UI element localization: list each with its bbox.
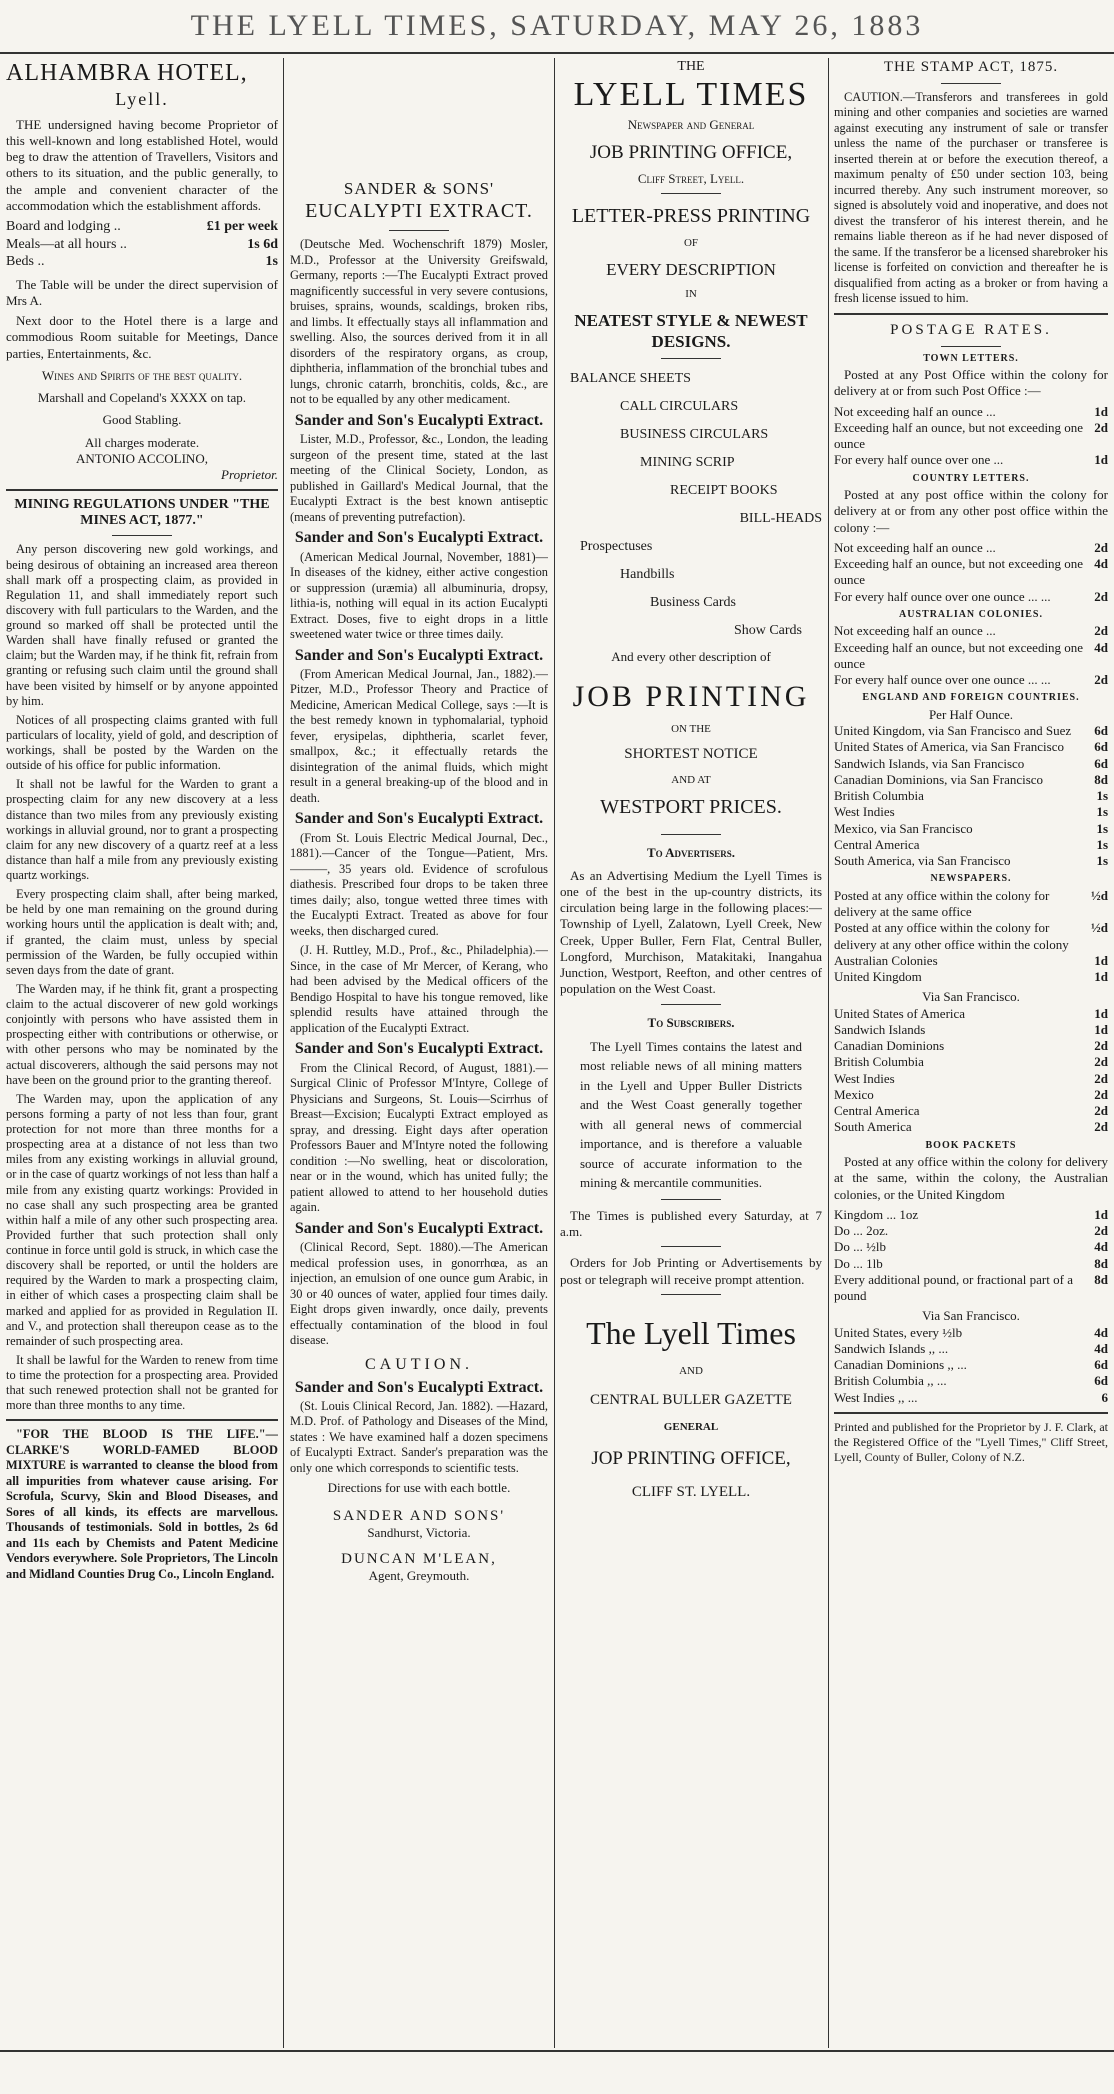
- mining-para: Every prospecting claim shall, after being marked, be held by one man remaining on the ground during working hours until the application is dealt with; and, if granted, the claim must, unless by special permission of the Warden, be fully occupied within seven days from the date of grant.: [6, 887, 278, 977]
- rate-label: Mexico, via San Francisco: [834, 820, 973, 836]
- column-4: [834, 58, 1108, 2048]
- rate-label: Sandwich Islands ,, ...: [834, 1340, 949, 1356]
- rate-value: 2d: [1094, 1103, 1108, 1118]
- rate-label: British Columbia ,, ...: [834, 1373, 947, 1389]
- rate-label: Mexico: [834, 1086, 874, 1102]
- cliff-st-lyell: CLIFF ST. LYELL.: [631, 1483, 751, 1500]
- lyell-times-footer-title: The Lyell Times: [586, 1314, 796, 1351]
- rate-row: [834, 739, 1108, 755]
- rate-label: Exceeding half an ounce, but not exceeding one ounce: [834, 556, 1084, 588]
- mining-para: It shall not be lawful for the Warden to grant a prospecting claim for any new discovery at a less distance than two miles from any previously existing workings in alluvial ground, nor to grant a prospecting claim for any new discovery of a quartz reef at a less distance than half a mile from any previously existing quartz workings.: [6, 777, 278, 883]
- rate-row: [834, 1119, 1108, 1135]
- rate-row: [834, 1373, 1108, 1389]
- neatest-style: NEATEST STYLE & NEWEST: [574, 310, 808, 330]
- newspaper-line: Newspaper and General: [627, 116, 755, 132]
- rate-label: British Columbia: [834, 1054, 924, 1070]
- column-rule: [554, 58, 555, 2048]
- subscribers-body: The Lyell Times contains the latest and most reliable news of all mining matters in the Lyell and Upper Buller Districts and the West Coast generally together with all general news of commercial importance, and is therefore a valuable source of accurate information to the mining & mercantile communities.: [580, 1038, 802, 1191]
- section-head: Sander and Son's Eucalypti Extract.: [294, 1219, 544, 1237]
- rate-row: [834, 888, 1108, 921]
- rate-value: 2d: [1094, 672, 1108, 687]
- beds-label: Beds ..: [6, 254, 45, 269]
- rate-label: Posted at any office within the colony for delivery at any other office within the colony: [834, 920, 1069, 952]
- mining-para: Any person discovering new gold workings, and being desirous of obtaining an increased area thereon shall mark off a prospecting claim, as provided in Regulation 11, and shall immediately report such discovery with full particulars to the Warden, and the ground so marked off shall be protected until the Warden shall have finally refused or granted the claim; but the Warden may, if he think fit, refrain from granting or refusing such claim until the ground shall have been visited by himself or by anyone appointed by him.: [6, 542, 278, 708]
- rate-row: [834, 804, 1108, 820]
- rate-value: 2d: [1094, 1119, 1108, 1135]
- agent-line: Agent, Greymouth.: [368, 1568, 470, 1584]
- australian-colonies-head: AUSTRALIAN COLONIES.: [899, 608, 1043, 620]
- section-body: (From St. Louis Electric Medical Journal, Dec., 1881).—Cancer of the Tongue—Patient, Mrs. ———, 35 years old. Evidence of scrofulous diathesis. Prescribed four drops to be taken three times daily; also, tongue wetted three times with the Eucalypti Extract. Treated as above for four weeks, then discharged cured.: [290, 830, 548, 938]
- column-2: [290, 58, 548, 2048]
- country-letters-intro: Posted at any post office within the colony for delivery at or from any other post office within the colony :—: [834, 487, 1108, 535]
- board-label: Board and lodging ..: [6, 219, 121, 234]
- rate-label: West Indies ,, ...: [834, 1389, 918, 1405]
- rate-row: [834, 756, 1108, 772]
- rate-value: 4d: [1094, 1340, 1108, 1356]
- letterpress-line: LETTER-PRESS PRINTING: [571, 205, 811, 228]
- rate-value: 1d: [1094, 452, 1108, 468]
- rate-label: For every half ounce over one ...: [834, 452, 1004, 468]
- rate-value: 1d: [1094, 1005, 1108, 1021]
- shortest-notice: SHORTEST NOTICE: [624, 745, 758, 762]
- rate-label: Kingdom ... 1oz: [834, 1206, 919, 1222]
- country-letters-head: COUNTRY LETTERS.: [912, 472, 1030, 484]
- sander-sons-signature: SANDER AND SONS': [332, 1507, 506, 1524]
- column-rule: [283, 58, 284, 2048]
- page-bottom-rule: [0, 2050, 1114, 2094]
- section-body: (J. H. Ruttley, M.D., Prof., &c., Philadelphia).—Since, in the case of Mr Mercer, of Kerang, who had been advised by the Medical officers of the Bendigo Hospital to have his tongue removed, like splendid results have attained through the application of the Eucalypti Extract.: [290, 943, 548, 1035]
- rate-label: Sandwich Islands, via San Francisco: [834, 755, 1025, 771]
- rate-value: 1d: [1094, 1206, 1108, 1222]
- mining-para: The Warden may, upon the application of any persons forming a party of not less than four, grant protection for not more than three months for a prospecting area at a distance of not less than two miles from any existing workings in alluvial ground, or in the case of quartz workings of not less than half a mile from any existing quartz workings: Provided in no case shall any such prospecting area be granted within half a mile of any other such prospecting area. Provided further that such protection shall only continue in force until gold is struck, in which case the discovery shall be reported, or until the holders are required by the Warden to mark a prospecting claim, in either of which cases a prospecting claim shall be marked and applied for as provided in Regulation II. and V., and protection shall thereupon cease as to the remainder of such prospecting area.: [6, 1091, 278, 1348]
- charges-line: All charges moderate.: [84, 434, 200, 450]
- to-subscribers: To Subscribers.: [647, 1014, 735, 1030]
- hotel-place: Lyell.: [115, 89, 169, 109]
- via-san-francisco: Via San Francisco.: [922, 989, 1020, 1005]
- beds-price: 1s: [265, 254, 278, 269]
- rate-value: 1d: [1094, 1021, 1108, 1037]
- rate-value: 2d: [1094, 623, 1108, 639]
- rate-value: 1d: [1094, 403, 1108, 419]
- rate-label: Not exceeding half an ounce ...: [834, 403, 996, 419]
- england-foreign-head: ENGLAND AND FOREIGN COUNTRIES.: [862, 692, 1080, 704]
- rate-row: [834, 589, 1108, 605]
- list-item: BUSINESS CIRCULARS: [620, 427, 769, 443]
- rate-label: West Indies: [834, 804, 895, 820]
- on-the-label: ON THE: [671, 723, 711, 736]
- proprietor-title: Proprietor.: [221, 467, 278, 482]
- rate-row: [834, 723, 1108, 739]
- list-item: Show Cards: [733, 623, 802, 639]
- via-san-francisco-2: Via San Francisco.: [922, 1308, 1020, 1324]
- rate-label: Exceeding half an ounce, but not exceeding one ounce: [834, 639, 1084, 671]
- rate-row: [834, 452, 1108, 468]
- column-rule: [828, 58, 829, 2048]
- list-item: Business Cards: [650, 595, 736, 611]
- rate-row: [834, 821, 1108, 837]
- rate-value: 1d: [1094, 952, 1108, 968]
- central-buller-gazette: CENTRAL BULLER GAZETTE: [590, 1391, 792, 1408]
- rate-label: United States of America, via San Francisco: [834, 739, 1064, 755]
- rate-label: British Columbia: [834, 788, 924, 803]
- eucalypti-intro: (Deutsche Med. Wochenschrift 1879) Mosler, M.D., Professor at the University Greifswald, Germany, reports :—The Eucalypti Extract proved magnificently successful in very severe contusions, bruises, sprains, wounds, scaldings, broken ribs, and limbs. It effectually stays all inflammation and swelling. Also, the sources derived from it in all disorders of the respiratory organs, as croup, diphtheria, inflammation of the bronchial tubes and lungs, chronic catarrh, bronchitis, colds, &c., are not to be equalled by any other medicament.: [290, 237, 548, 407]
- rate-value: 4d: [1094, 556, 1108, 571]
- and-label: AND: [679, 1364, 703, 1377]
- rate-row: [834, 1341, 1108, 1357]
- orders-line: Orders for Job Printing or Advertisements by post or telegraph will receive prompt attention.: [560, 1255, 822, 1287]
- rate-value: 1s: [1096, 820, 1108, 836]
- next-door-note: Next door to the Hotel there is a large and commodious Room suitable for Meetings, Dance parties, Entertainments, &c.: [6, 313, 278, 361]
- rate-value: 4d: [1094, 1239, 1108, 1255]
- rate-row: [834, 1390, 1108, 1406]
- list-item: CALL CIRCULARS: [620, 399, 739, 415]
- section-body: Lister, M.D., Professor, &c., London, the leading surgeon of the present time, stated at the last meeting of the Clinical Society, London, as published in Gaillard's Medical Journal, that the Eucalypti Extract is the best known antiseptic (means of preventing putrefaction).: [290, 432, 548, 524]
- book-packets-intro: Posted at any office within the colony for delivery at the same, within the colony, the Australian colonies, or the United Kingdom: [834, 1154, 1108, 1202]
- rate-value: 1s: [1096, 804, 1108, 820]
- rate-value: 2d: [1094, 1070, 1108, 1086]
- rate-value: 1s: [1096, 788, 1108, 803]
- rate-row: [834, 1054, 1108, 1070]
- masthead: THE LYELL TIMES, SATURDAY, MAY 26, 1883: [0, 0, 1114, 54]
- rate-value: 4d: [1094, 1324, 1108, 1340]
- rate-row: [834, 1103, 1108, 1119]
- rate-row: [834, 920, 1108, 953]
- rate-value: 6d: [1094, 755, 1108, 771]
- rate-label: United Kingdom, via San Francisco and Suez: [834, 723, 1072, 738]
- rate-label: Do ... 1lb: [834, 1255, 883, 1271]
- rate-value: 2d: [1094, 419, 1108, 435]
- rate-value: 2d: [1094, 539, 1108, 555]
- rate-row: [834, 788, 1108, 804]
- rate-row: [834, 1022, 1108, 1038]
- rate-value: 6d: [1094, 723, 1108, 738]
- section-body: (American Medical Journal, November, 1881)—In diseases of the kidney, either active congestion or suppression (uræmia) all albuminuria, dropsy, lithia-is, nothing will equal in its action Eucalypti Extract. Doses, five to eight drops in a little sweetened water twice or three times daily.: [290, 549, 548, 642]
- rate-row: [834, 1223, 1108, 1239]
- rate-label: Canadian Dominions ,, ...: [834, 1357, 967, 1372]
- rate-label: United Kingdom: [834, 969, 922, 984]
- rate-value: 2d: [1094, 1054, 1108, 1070]
- job-printing-title: JOB PRINTING: [572, 679, 810, 713]
- section-head: Sander and Son's Eucalypti Extract.: [294, 810, 544, 828]
- rate-value: 2d: [1094, 588, 1108, 604]
- mining-para: Notices of all prospecting claims granted with full particulars of locality, yield of gold, and description of workings, shall be posted by the Warden on the outside of his office for public information.: [6, 712, 278, 773]
- rate-row: [834, 1239, 1108, 1255]
- caution-heading: CAUTION.: [365, 1355, 473, 1373]
- general-label: GENERAL: [663, 1421, 719, 1434]
- section-body: From the Clinical Record, of August, 1881).—Surgical Clinic of Professor M'Intyre, College of Physicians and Surgeons, St. Louis—Scirrhus of Breast—Excision; Eucalypti Extract employed as spray, and dressing. Eight days after operation Professors Bauer and M'Intyre noted the following condition :—No swelling, heat or discoloration, near or in the wound, which has united fully; the patient allowed to attend to her household duties again.: [290, 1060, 548, 1215]
- rate-label: Central America: [834, 836, 920, 852]
- section-head: Sander and Son's Eucalypti Extract.: [294, 411, 544, 429]
- rate-value: 8d: [1094, 1255, 1108, 1271]
- published-line: The Times is published every Saturday, at 7 a.m.: [560, 1207, 822, 1240]
- rate-row: [834, 556, 1108, 589]
- postage-rates-title: POSTAGE RATES.: [890, 321, 1052, 338]
- rate-row: [834, 1272, 1108, 1305]
- list-item: BALANCE SHEETS: [570, 371, 691, 387]
- in-label: IN: [685, 288, 697, 301]
- cliff-street-line: Cliff Street, Lyell.: [637, 170, 745, 186]
- section-head: Sander and Son's Eucalypti Extract.: [294, 529, 544, 547]
- rate-row: [834, 672, 1108, 688]
- rate-row: [834, 953, 1108, 969]
- stamp-act-body: CAUTION.—Transferors and transferees in gold mining and other companies and societies are warned against executing any instrument of sale or transfer unless the name of the purchaser or transferee is inserted therein at or before the execution thereof, a maximum penalty of £50 under section 103, being incurred thereby. Any such instrument moreover, so signed is absolutely void and inoperative, and does not divest the transferor of his interest therein, and he remains liable thereon as if he had never disposed of the same. If the transferor be a licensed sharebroker his license is forfeited on conviction and thereafter he is disqualified from acting as a broker or from having a fresh license issued to him.: [834, 89, 1108, 306]
- to-advertisers: To Advertisers.: [646, 845, 736, 861]
- eucalypti-title-2: EUCALYPTI EXTRACT.: [305, 200, 533, 223]
- every-other-line: And every other description of: [611, 649, 771, 665]
- westport-prices: WESTPORT PRICES.: [600, 796, 782, 819]
- directions-line: Directions for use with each bottle.: [327, 1480, 511, 1496]
- list-item: RECEIPT BOOKS: [670, 483, 778, 499]
- rate-row: [834, 1357, 1108, 1373]
- rate-row: [834, 1038, 1108, 1054]
- mining-para: It shall be lawful for the Warden to renew from time to time the protection for a prospecting area. Provided that such renewed protection shall not be granted for more than three months to any time.: [6, 1352, 278, 1413]
- rate-row: [834, 772, 1108, 788]
- rate-row: [834, 1256, 1108, 1272]
- rate-row: [834, 837, 1108, 853]
- rate-row: [834, 420, 1108, 453]
- rate-label: Central America: [834, 1103, 920, 1118]
- proprietor-name: ANTONIO ACCOLINO,: [76, 450, 208, 466]
- rate-value: 1s: [1096, 836, 1108, 852]
- blood-mixture-ad: "FOR THE BLOOD IS THE LIFE."—CLARKE'S WORLD-FAMED BLOOD MIXTURE is warranted to cleanse the blood from all impurities from whatever cause arising. For Scrofula, Scurvy, Skin and Blood Diseases, and Sores of all kinds, its effects are marvellous. Thousands of testimonials. Sold in bottles, 2s 6d and 11s each by Chemists and Patent Medicine Vendors everywhere. Sole Proprietors, The Lincoln and Midland Counties Drug Co., Lincoln England.: [6, 1427, 278, 1581]
- rate-row: [834, 404, 1108, 420]
- rate-value: 4d: [1094, 639, 1108, 655]
- rate-row: [834, 1087, 1108, 1103]
- rate-row: [834, 853, 1108, 869]
- caution-section-head: Sander and Son's Eucalypti Extract.: [294, 1378, 544, 1396]
- rate-label: Exceeding half an ounce, but not exceeding one ounce: [834, 419, 1084, 451]
- caution-body: (St. Louis Clinical Record, Jan. 1882). —Hazard, M.D. Prof. of Pathology and Diseases of the Mind, states : We have examined half a dozen specimens of Eucalypti Extract. Sander's preparation was the only one which corresponds to scientific tests.: [290, 1398, 548, 1475]
- rate-label: Posted at any office within the colony for delivery at the same office: [834, 887, 1050, 919]
- advertisers-body: As an Advertising Medium the Lyell Times is one of the best in the up-country districts, its circulation being large in the following places:—Township of Lyell, Zalatown, Lyell Creek, New Creek, Upper Buller, Fern Flat, Central Buller, Longford, Murchison, Matakitaki, Inangahua Junction, Westport, Reefton, and other centres of population on the West Coast.: [560, 867, 822, 997]
- every-description: EVERY DESCRIPTION: [606, 259, 776, 279]
- rate-label: South America: [834, 1119, 912, 1135]
- list-item: MINING SCRIP: [640, 455, 735, 471]
- designs-line: DESIGNS.: [651, 332, 731, 352]
- table-note: The Table will be under the direct supervision of Mrs A.: [6, 276, 278, 308]
- of-label: OF: [683, 237, 699, 250]
- rate-value: 6: [1101, 1389, 1108, 1405]
- rate-value: 1d: [1094, 969, 1108, 984]
- rate-row: [834, 1006, 1108, 1022]
- rate-label: Do ... 2oz.: [834, 1223, 889, 1238]
- section-head: Sander and Son's Eucalypti Extract.: [294, 646, 544, 664]
- board-price: £1 per week: [206, 219, 278, 234]
- eucalypti-title-1: SANDER & SONS': [343, 179, 495, 198]
- rate-row: [834, 623, 1108, 639]
- rate-label: United States, every ½lb: [834, 1324, 963, 1340]
- rate-label: Australian Colonies: [834, 952, 938, 968]
- rate-value: 2d: [1094, 1086, 1108, 1102]
- rate-label: Not exceeding half an ounce ...: [834, 623, 996, 639]
- town-letters-head: TOWN LETTERS.: [923, 352, 1019, 364]
- job-office-line: JOB PRINTING OFFICE,: [589, 142, 793, 164]
- per-half-ounce: Per Half Ounce.: [928, 706, 1014, 722]
- book-packets-head: BOOK PACKETS: [925, 1139, 1017, 1151]
- town-letters-intro: Posted at any Post Office within the colony for delivery at or from such Post Office :—: [834, 367, 1108, 399]
- stabling-line: Good Stabling.: [102, 412, 182, 428]
- newspapers-head: NEWSPAPERS.: [930, 873, 1012, 885]
- rate-label: Every additional pound, or fractional part of a pound: [834, 1271, 1073, 1303]
- rate-value: ½d: [1091, 920, 1108, 936]
- duncan-name: DUNCAN M'LEAN,: [341, 1550, 497, 1567]
- the-label: THE: [677, 59, 705, 74]
- rate-value: 6d: [1094, 739, 1108, 755]
- lyell-times-title: LYELL TIMES: [573, 75, 809, 113]
- marshall-line: Marshall and Copeland's XXXX on tap.: [37, 390, 247, 405]
- column-3: [560, 58, 822, 2048]
- meals-price: 1s 6d: [247, 236, 278, 252]
- rate-value: 8d: [1094, 1271, 1108, 1287]
- rate-label: South America, via San Francisco: [834, 853, 1011, 868]
- mining-para: The Warden may, if he think fit, grant a prospecting claim to the actual discoverer of new gold workings conjointly with persons who have assisted them in prospecting either with contributions or otherwise, or with other persons who may be nominated by the actual discoverers, although the said persons may not have been on the ground prior to the granting thereof.: [6, 981, 278, 1087]
- rate-label: United States of America: [834, 1005, 966, 1021]
- imprint: Printed and published for the Proprietor by J. F. Clark, at the Registered Office of the "Lyell Times," Cliff Street, Lyell, County of Buller, Colony of N.Z.: [834, 1419, 1108, 1464]
- rate-value: 6d: [1094, 1373, 1108, 1389]
- rate-label: Canadian Dominions, via San Francisco: [834, 771, 1044, 787]
- rate-label: West Indies: [834, 1070, 895, 1086]
- rate-label: For every half ounce over one ounce ... ...: [834, 672, 1051, 687]
- section-head: Sander and Son's Eucalypti Extract.: [294, 1040, 544, 1058]
- rate-row: [834, 640, 1108, 673]
- column-1: [6, 58, 278, 2048]
- list-item: Handbills: [620, 567, 675, 583]
- rate-row: [834, 1071, 1108, 1087]
- rate-label: For every half ounce over one ounce ... ...: [834, 588, 1051, 604]
- list-item: Prospectuses: [580, 539, 653, 555]
- rate-label: Not exceeding half an ounce ...: [834, 539, 996, 555]
- rate-label: Do ... ½lb: [834, 1239, 886, 1255]
- and-at-label: AND AT: [671, 773, 711, 786]
- rate-label: Canadian Dominions: [834, 1038, 945, 1053]
- rate-value: 8d: [1094, 771, 1108, 787]
- section-body: (Clinical Record, Sept. 1880).—The American medical profession uses, in gonorrhœa, as an injection, an emulsion of one ounce gum Arabic, in 30 or 40 ounces of water, applied four times daily. Eight drops given inwardly, once daily, prevents effectually contamination of the blood in foul disease.: [290, 1240, 548, 1348]
- section-body: (From American Medical Journal, Jan., 1882).—Pitzer, M.D., Professor Theory and Practice of Medicine, American Medical College, says :—It is the best remedy known in typhomalarial, typhoid fever, erysipelas, diphtheria, scarlet fever, smallpox, &c.; it effectually retards the disintegration of the animal fluids, which might result in a general breaking-up of the blood and in death.: [290, 666, 548, 805]
- rate-value: ½d: [1091, 887, 1108, 903]
- rate-label: Sandwich Islands: [834, 1021, 926, 1037]
- rate-row: [834, 540, 1108, 556]
- sandhurst-line: Sandhurst, Victoria.: [367, 1525, 471, 1541]
- rate-row: [834, 1207, 1108, 1223]
- rate-row: [834, 1325, 1108, 1341]
- meals-label: Meals—at all hours ..: [6, 236, 127, 252]
- hotel-title: ALHAMBRA HOTEL,: [6, 60, 248, 86]
- mining-title: MINING REGULATIONS UNDER "THE MINES ACT, 1877.": [14, 497, 270, 529]
- wines-line: Wines and Spirits of the best quality.: [41, 367, 243, 383]
- stamp-act-title: THE STAMP ACT, 1875.: [883, 59, 1059, 75]
- rate-value: 6d: [1094, 1357, 1108, 1372]
- list-item: BILL-HEADS: [739, 511, 822, 527]
- jop-printing-office: JOP PRINTING OFFICE,: [591, 1448, 791, 1470]
- rate-value: 1s: [1096, 853, 1108, 868]
- rate-row: [834, 969, 1108, 985]
- rate-value: 2d: [1094, 1038, 1108, 1053]
- rate-value: 2d: [1094, 1223, 1108, 1238]
- hotel-intro: THE undersigned having become Proprietor of this well-known and long established Hotel, would beg to draw the attention of Travellers, Visitors and others to its situation, and the public generally, to the ample and convenient character of the accommodation which the establishment affords.: [6, 116, 278, 213]
